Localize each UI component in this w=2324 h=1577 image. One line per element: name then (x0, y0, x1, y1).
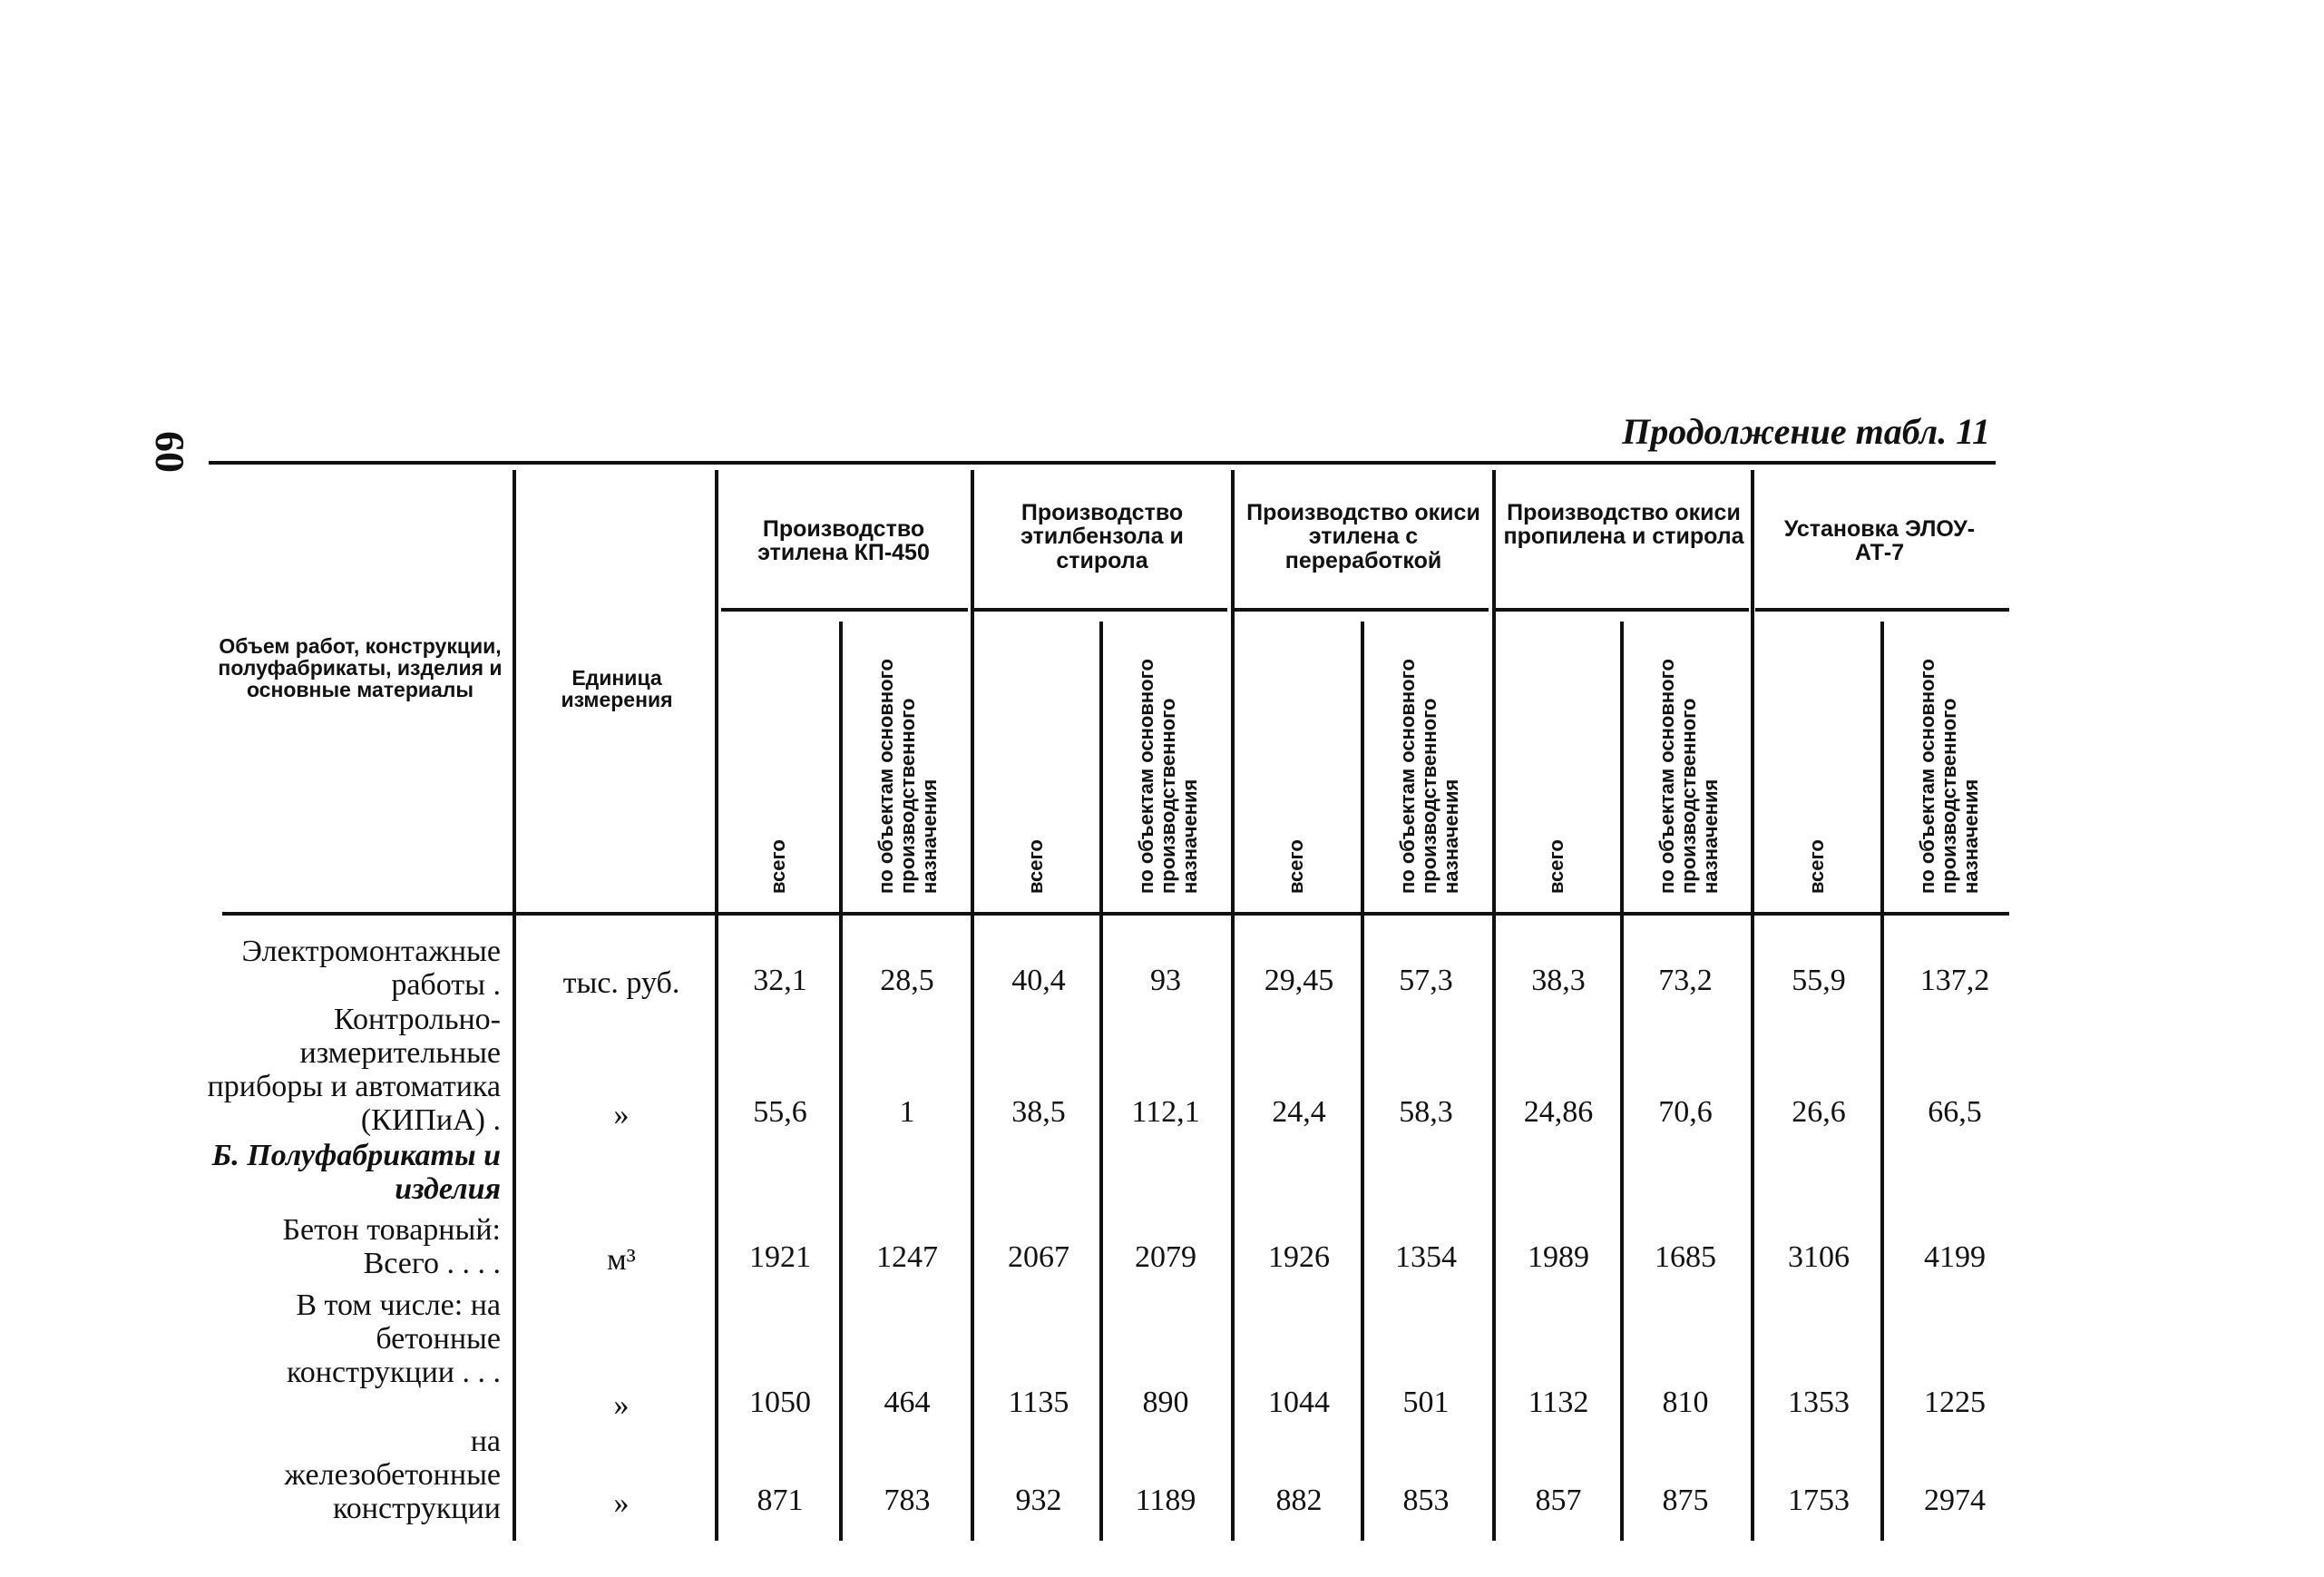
table-top-rule (209, 461, 1996, 465)
table-cell: 32,1 (753, 964, 807, 997)
table-cell: 4199 (1924, 1240, 1986, 1274)
group-header-ethylbenzene: Производство этилбензола и стирола (1020, 500, 1184, 573)
table-cell: 875 (1662, 1484, 1709, 1517)
table-cell: 1050 (749, 1386, 811, 1419)
table-cell: 38,3 (1531, 964, 1586, 997)
row-unit: м³ (607, 1243, 636, 1277)
table-cell: 2974 (1924, 1484, 1986, 1517)
table-cell: 57,3 (1399, 964, 1453, 997)
table-cell: 1921 (749, 1240, 811, 1274)
table-cell: 93 (1150, 964, 1181, 997)
table-cell: 810 (1662, 1386, 1709, 1419)
table-cell: 1189 (1135, 1484, 1196, 1517)
col-rule (715, 470, 718, 1541)
table-cell: 24,4 (1272, 1095, 1326, 1129)
table-cell: 28,5 (880, 964, 934, 997)
row-unit: » (613, 1098, 630, 1131)
row-label-instrumentation: Контрольно-измерительные приборы и автоматика (КИПиА) . (207, 1003, 501, 1137)
table-cell: 1247 (876, 1240, 938, 1274)
table-cell: 932 (1015, 1484, 1062, 1517)
table-cell: 26,6 (1792, 1095, 1846, 1129)
table-cell: 1132 (1528, 1386, 1589, 1419)
group-divider-4 (1495, 608, 1749, 612)
subheader-total: всего (767, 839, 789, 894)
table-cell: 1989 (1528, 1240, 1589, 1274)
row-label-concrete-structures: В том числе: на бетонные конструкции . . . (286, 1288, 501, 1389)
table-cell: 501 (1402, 1386, 1450, 1419)
subheader-total: всего (1284, 839, 1307, 894)
row-unit: » (613, 1486, 630, 1520)
row-unit: тыс. руб. (562, 966, 680, 1000)
continuation-title: Продолжение табл. 11 (1622, 411, 1990, 452)
header-unit-column: Единица измерения (561, 666, 673, 712)
table-cell: 1044 (1268, 1386, 1330, 1419)
table-cell: 871 (757, 1484, 804, 1517)
group-header-ethylene: Производство этилена КП-450 (757, 516, 930, 566)
row-label-electrical: Электромонтажные работы . (241, 935, 501, 1002)
table-cell: 1135 (1008, 1386, 1069, 1419)
table-cell: 783 (884, 1484, 931, 1517)
col-rule (1620, 622, 1624, 1541)
table-cell: 55,6 (753, 1095, 807, 1129)
group-header-elou: Установка ЭЛОУ-АТ-7 (1783, 516, 1976, 566)
subheader-total: всего (1545, 839, 1567, 894)
row-unit: » (613, 1388, 630, 1422)
table-cell: 853 (1402, 1484, 1450, 1517)
table-cell: 70,6 (1658, 1095, 1713, 1129)
group-divider-1 (721, 608, 968, 612)
col-rule (971, 470, 974, 1541)
table-cell: 137,2 (1919, 964, 1990, 997)
group-header-propylene-oxide: Производство окиси пропилена и стирола (1503, 500, 1744, 550)
table-cell: 2067 (1008, 1240, 1069, 1274)
subheader-total: всего (1805, 839, 1828, 894)
col-rule (839, 622, 843, 1541)
table-cell: 1685 (1655, 1240, 1716, 1274)
table-cell: 464 (884, 1386, 931, 1419)
row-label-concrete-total: Бетон товарный: Всего . . . . (282, 1213, 501, 1280)
col-rule (1751, 470, 1754, 1541)
table-cell: 1926 (1268, 1240, 1330, 1274)
table-cell: 882 (1275, 1484, 1323, 1517)
subheader-total: всего (1024, 839, 1047, 894)
table-cell: 24,86 (1523, 1095, 1594, 1129)
table-cell: 66,5 (1928, 1095, 1982, 1129)
subheader-main-purpose: по объектам основного производственного назначения (1135, 659, 1201, 894)
table-cell: 857 (1535, 1484, 1582, 1517)
col-rule (1099, 622, 1103, 1541)
table-cell: 1353 (1788, 1386, 1850, 1419)
section-heading-semifinished: Б. Полуфабрикаты и изделия (211, 1139, 501, 1206)
col-rule (1231, 470, 1235, 1541)
table-cell: 58,3 (1399, 1095, 1453, 1129)
table-cell: 890 (1142, 1386, 1189, 1419)
table-cell: 29,45 (1264, 964, 1334, 997)
subheader-main-purpose: по объектам основного производственного назначения (874, 659, 941, 894)
subheader-main-purpose: по объектам основного производственного назначения (1916, 659, 1982, 894)
subheader-main-purpose: по объектам основного производственного назначения (1655, 659, 1722, 894)
col-rule (1492, 470, 1496, 1541)
row-label-reinforced-concrete: на железобетонные конструкции (284, 1425, 501, 1525)
col-rule (1880, 622, 1884, 1541)
table-cell: 1 (899, 1095, 915, 1129)
table-cell: 2079 (1135, 1240, 1196, 1274)
group-header-ethylene-oxide: Производство окиси этилена с переработкой (1246, 500, 1480, 573)
group-divider-2 (973, 608, 1227, 612)
table-cell: 112,1 (1131, 1095, 1200, 1129)
table-cell: 40,4 (1011, 964, 1066, 997)
group-divider-5 (1755, 608, 2009, 612)
table-cell: 55,9 (1792, 964, 1846, 997)
table-cell: 1753 (1788, 1484, 1850, 1517)
subheader-main-purpose: по объектам основного производственного назначения (1396, 659, 1462, 894)
col-rule (513, 470, 516, 1541)
col-rule (1361, 622, 1364, 1541)
table-cell: 1225 (1924, 1386, 1986, 1419)
table-cell: 1354 (1395, 1240, 1457, 1274)
table-cell: 3106 (1788, 1240, 1850, 1274)
table-cell: 73,2 (1658, 964, 1713, 997)
header-main-column: Объем работ, конструкции, полуфабрикаты, изделия и основные материалы (218, 634, 503, 702)
header-bottom-rule (222, 912, 2009, 916)
page-number: 60 (147, 431, 193, 473)
table-cell: 38,5 (1011, 1095, 1066, 1129)
group-divider-3 (1235, 608, 1489, 612)
